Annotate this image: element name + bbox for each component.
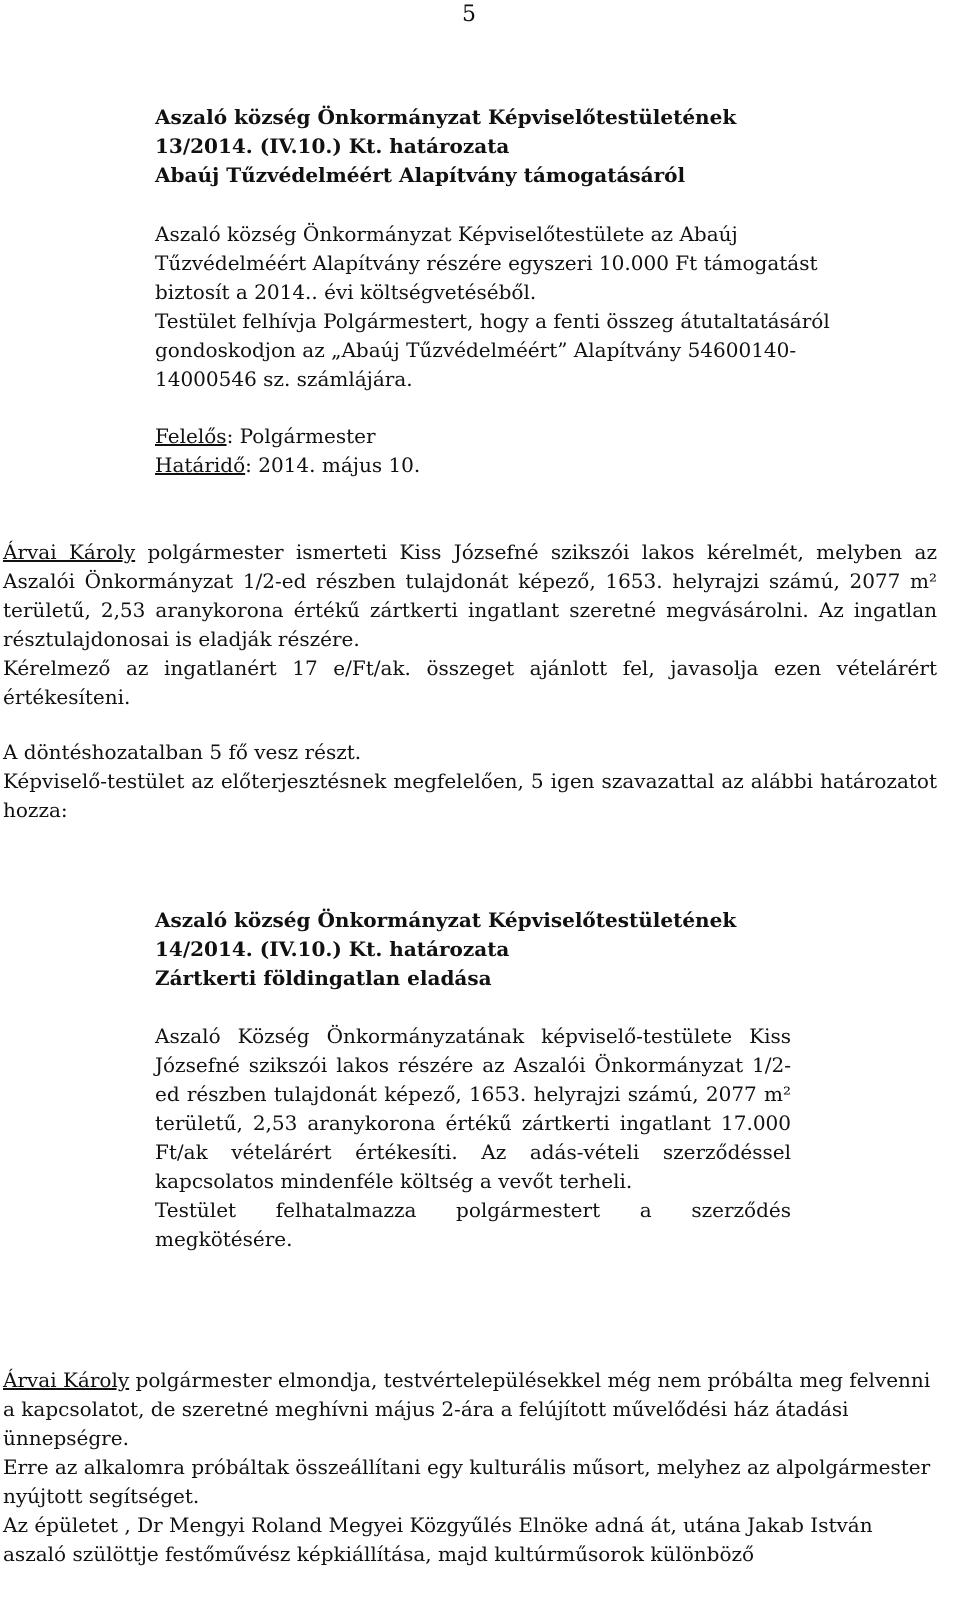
resolution-2-heading-line: 14/2014. (IV.10.) Kt. határozata (155, 937, 510, 961)
ceremony-program: Erre az alkalomra próbáltak összeállítani egy kulturális műsort, melyhez az alpolgármester nyújtott segítséget. (3, 1455, 931, 1508)
mayor-request-text (3, 538, 937, 654)
resolution-1-heading-line: 13/2014. (IV.10.) Kt. határozata (155, 134, 510, 158)
resolution-2-authorization: Testület felhatalmazza polgármestert a szerződés megkötésére. (155, 1198, 791, 1251)
resolution-2-body (155, 1022, 791, 1254)
responsible-value: : Polgármester (226, 424, 376, 448)
resolution-2-heading (155, 906, 937, 993)
resolution-1-body-line: Tűzvédelméért Alapítvány részére egyszeri 10.000 Ft támogatást (155, 251, 818, 275)
responsible-label: Felelős (155, 424, 227, 448)
resolution-1-body-line: Testület felhívja Polgármestert, hogy a fenti összeg átutaltatásáról (155, 309, 830, 333)
resolution-2-heading-line: Zártkerti földingatlan eladása (155, 966, 492, 990)
mayor-name: Árvai Károly (3, 540, 136, 564)
ceremony-body: polgármester elmondja, testvértelepülésekkel még nem próbálta meg felvenni a kapcsolatot, de szeretné meghívni május 2-ára a felújított művelődési ház átadási ünnepségre. (3, 1368, 931, 1450)
mayor-request-paragraph (3, 538, 937, 712)
ceremony-text (3, 1366, 937, 1453)
resolution-2-heading-line: Aszaló község Önkormányzat Képviselőtestületének (155, 908, 737, 932)
vote-participants: A döntéshozatalban 5 fő vesz részt. (3, 740, 362, 764)
mayor-request-offer: Kérelmező az ingatlanért 17 e/Ft/ak. összeget ajánlott fel, javasolja ezen vételárért értékesíteni. (3, 656, 937, 709)
ceremony-handover: Az épületet , Dr Mengyi Roland Megyei Közgyűlés Elnöke adná át, utána Jakab István aszaló szülöttje festőművész képkiállítása, majd kultúrműsorok különböző (3, 1513, 873, 1566)
vote-paragraph (3, 738, 937, 825)
deadline-line (155, 451, 937, 480)
page-number: 5 (462, 2, 476, 27)
mayor-name: Árvai Károly (3, 1368, 130, 1392)
mayor-request-body: polgármester ismerteti Kiss Józsefné szikszói lakos kérelmét, melyben az Aszalói Önkormányzat 1/2-ed részben tulajdonát képező, 1653. helyrajzi számú, 2077 m² területű, 2,53 aranykorona értékű zártkerti ingatlant szeretné megvásárolni. Az ingatlan résztulajdonosai is eladják részére. (3, 540, 937, 651)
resolution-1-body-line: Aszaló község Önkormányzat Képviselőtestülete az Abaúj (155, 222, 738, 246)
resolution-1-body-line: biztosít a 2014.. évi költségvetéséből. (155, 280, 537, 304)
resolution-2-decision: Aszaló Község Önkormányzatának képviselő-testülete Kiss Józsefné szikszói lakos részére az Aszalói Önkormányzat 1/2-ed részben tulajdonát képező, 1653. helyrajzi számú, 2077 m² területű, 2,53 aranykorona értékű zártkerti ingatlant 17.000 Ft/ak vételárért értékesíti. Az adás-vételi szerződéssel kapcsolatos mindenféle költség a vevőt terheli. (155, 1024, 791, 1193)
responsible-line (155, 422, 937, 451)
resolution-1-heading-line: Abaúj Tűzvédelméért Alapítvány támogatásáról (155, 163, 686, 187)
deadline-label: Határidő (155, 453, 246, 477)
resolution-1-body-line: gondoskodjon az „Abaúj Tűzvédelméért” Alapítvány 54600140- (155, 338, 797, 362)
resolution-1-body-line: 14000546 sz. számlájára. (155, 367, 413, 391)
resolution-1-heading-line: Aszaló község Önkormányzat Képviselőtestületének (155, 105, 737, 129)
vote-result: Képviselő-testület az előterjesztésnek megfelelően, 5 igen szavazattal az alábbi határozatot hozza: (3, 769, 937, 822)
resolution-1-body (155, 220, 937, 394)
deadline-value: : 2014. május 10. (245, 453, 421, 477)
resolution-1-heading (155, 103, 937, 190)
ceremony-paragraph (3, 1366, 937, 1569)
responsible-and-deadline (155, 422, 937, 480)
